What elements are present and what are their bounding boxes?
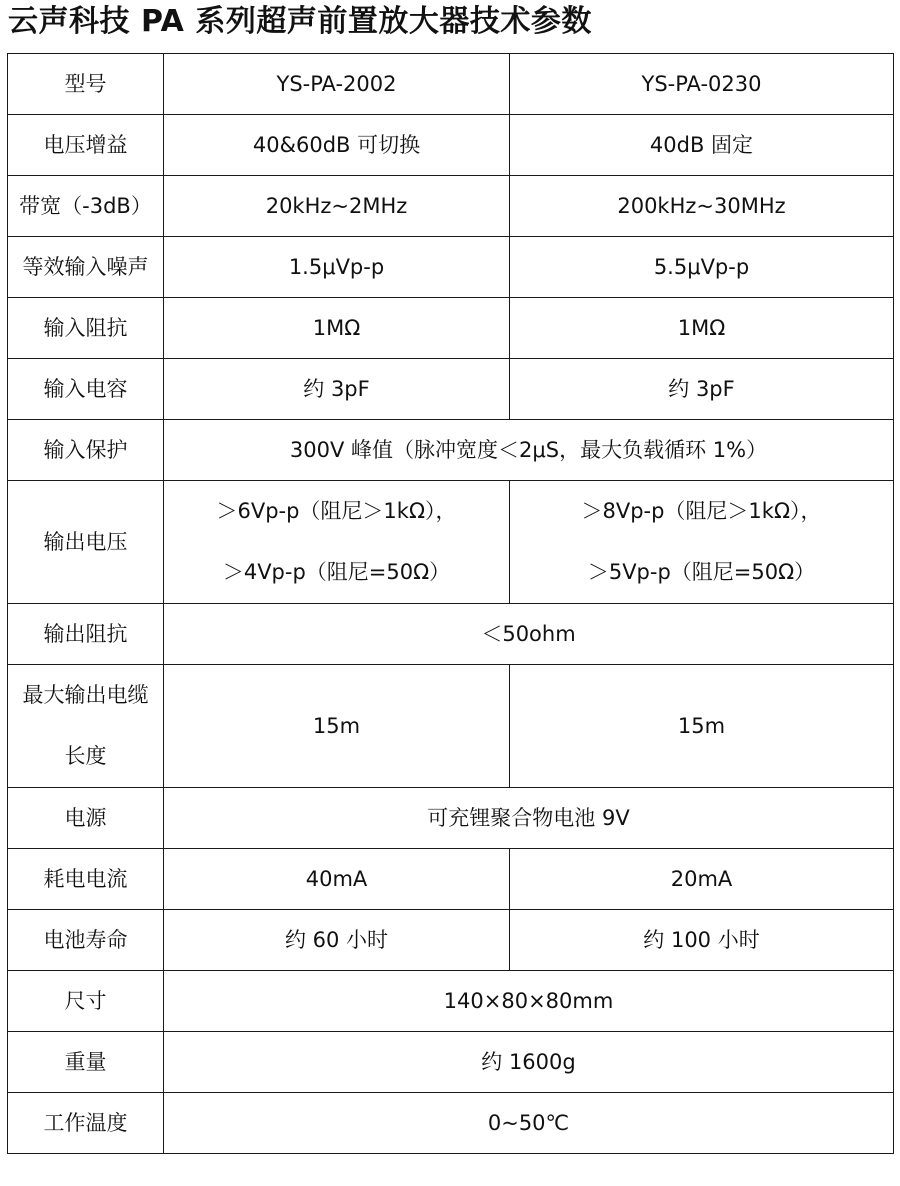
cell-merged: 可充锂聚合物电池 9V bbox=[164, 788, 894, 849]
table-row-input-protection bbox=[8, 420, 894, 481]
cell-b: 40dB 固定 bbox=[510, 115, 894, 176]
cell-b: 约 100 小时 bbox=[510, 910, 894, 971]
row-label: 电压增益 bbox=[8, 115, 164, 176]
cell-a: 约 60 小时 bbox=[164, 910, 510, 971]
table-row-input-capacitance bbox=[8, 359, 894, 420]
cell-a: 40mA bbox=[164, 849, 510, 910]
table-row-power-source bbox=[8, 788, 894, 849]
row-label-line1: 最大输出电缆 bbox=[22, 683, 149, 707]
page-title: 云声科技 PA 系列超声前置放大器技术参数 bbox=[8, 4, 592, 39]
row-label: 输入保护 bbox=[8, 420, 164, 481]
table-row-bandwidth bbox=[8, 176, 894, 237]
cell-a: 15m bbox=[164, 665, 510, 788]
row-label: 带宽（-3dB） bbox=[8, 176, 164, 237]
table-row-current bbox=[8, 849, 894, 910]
model-a-header: YS-PA-2002 bbox=[164, 54, 510, 115]
cell-a bbox=[164, 481, 510, 604]
row-label: 等效输入噪声 bbox=[8, 237, 164, 298]
table-row-weight bbox=[8, 1032, 894, 1093]
row-label: 输入电容 bbox=[8, 359, 164, 420]
cell-merged: 约 1600g bbox=[164, 1032, 894, 1093]
row-label-line2: 长度 bbox=[64, 744, 107, 768]
table-row-max-cable bbox=[8, 665, 894, 788]
row-label: 尺寸 bbox=[8, 971, 164, 1032]
cell-a: 40&60dB 可切换 bbox=[164, 115, 510, 176]
cell-b-line1: ＞8Vp-p（阻尼＞1kΩ）， bbox=[581, 499, 822, 523]
row-label: 输出阻抗 bbox=[8, 604, 164, 665]
table-row-output-voltage bbox=[8, 481, 894, 604]
table-row-input-impedance bbox=[8, 298, 894, 359]
row-label: 输入阻抗 bbox=[8, 298, 164, 359]
table-row-model bbox=[8, 54, 894, 115]
cell-b: 200kHz~30MHz bbox=[510, 176, 894, 237]
cell-b: 1MΩ bbox=[510, 298, 894, 359]
table-row-output-impedance bbox=[8, 604, 894, 665]
cell-b: 约 3pF bbox=[510, 359, 894, 420]
cell-merged: ＜50ohm bbox=[164, 604, 894, 665]
cell-b: 5.5μVp-p bbox=[510, 237, 894, 298]
table-row-size bbox=[8, 971, 894, 1032]
row-label: 电池寿命 bbox=[8, 910, 164, 971]
row-label: 重量 bbox=[8, 1032, 164, 1093]
cell-a: 20kHz~2MHz bbox=[164, 176, 510, 237]
cell-merged: 300V 峰值（脉冲宽度＜2μS，最大负载循环 1%） bbox=[164, 420, 894, 481]
model-b-header: YS-PA-0230 bbox=[510, 54, 894, 115]
row-label: 工作温度 bbox=[8, 1093, 164, 1154]
cell-b: 20mA bbox=[510, 849, 894, 910]
cell-a: 约 3pF bbox=[164, 359, 510, 420]
table-row-temperature bbox=[8, 1093, 894, 1154]
table-row-battery-life bbox=[8, 910, 894, 971]
table-row-noise bbox=[8, 237, 894, 298]
cell-merged: 140×80×80mm bbox=[164, 971, 894, 1032]
cell-b-line2: ＞5Vp-p（阻尼=50Ω） bbox=[587, 560, 816, 584]
row-label bbox=[8, 665, 164, 788]
row-label: 耗电电流 bbox=[8, 849, 164, 910]
table-row-gain bbox=[8, 115, 894, 176]
cell-merged: 0~50℃ bbox=[164, 1093, 894, 1154]
spec-table bbox=[7, 53, 894, 1154]
row-label: 电源 bbox=[8, 788, 164, 849]
cell-b: 15m bbox=[510, 665, 894, 788]
cell-a: 1.5μVp-p bbox=[164, 237, 510, 298]
cell-a: 1MΩ bbox=[164, 298, 510, 359]
cell-b bbox=[510, 481, 894, 604]
row-label: 输出电压 bbox=[8, 481, 164, 604]
row-label: 型号 bbox=[8, 54, 164, 115]
cell-a-line1: ＞6Vp-p（阻尼＞1kΩ）， bbox=[216, 499, 457, 523]
cell-a-line2: ＞4Vp-p（阻尼=50Ω） bbox=[222, 560, 451, 584]
